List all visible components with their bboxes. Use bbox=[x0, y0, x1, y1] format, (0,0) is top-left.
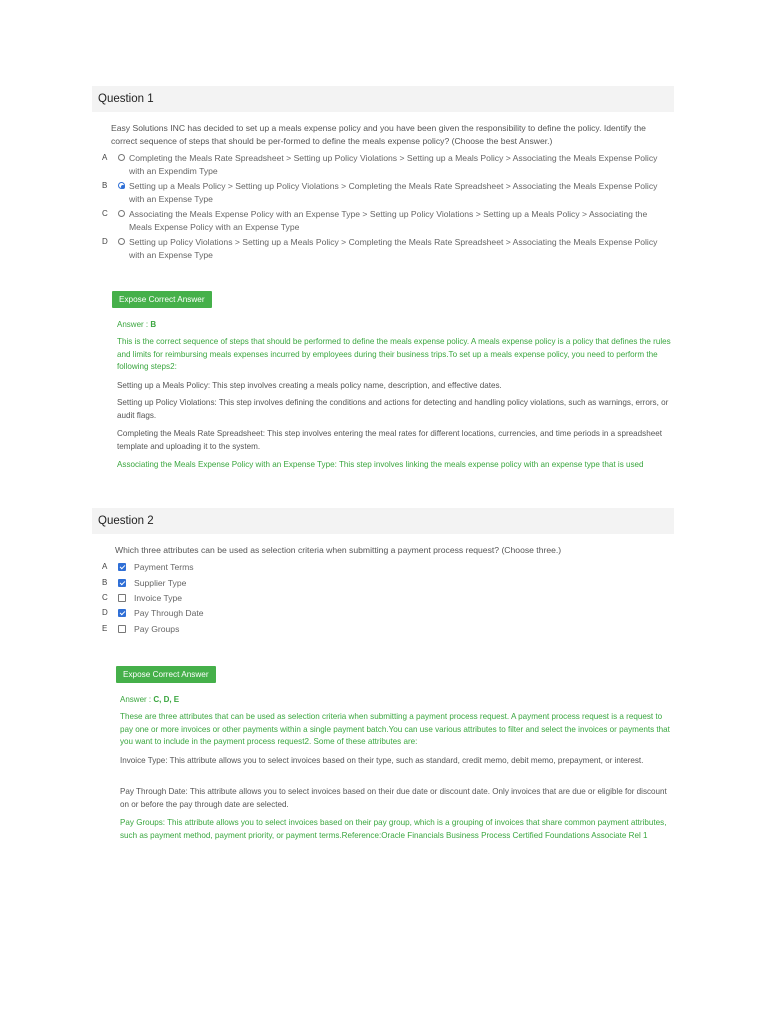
q1-option-a[interactable] bbox=[102, 152, 672, 177]
option-text: Supplier Type bbox=[134, 578, 187, 588]
option-text: Pay Through Date bbox=[134, 608, 204, 618]
option-text: Setting up a Meals Policy > Setting up Policy Violations > Completing the Meals Rate Spreadsheet > Associating the Meals Expense Policy with an Expense Type bbox=[129, 181, 658, 204]
checkbox[interactable] bbox=[118, 625, 126, 633]
expose-answer-button-q1[interactable]: Expose Correct Answer bbox=[112, 291, 212, 308]
q1-explanation-step-3: Completing the Meals Rate Spreadsheet: This step involves entering the meal rates for different locations, currencies, and time periods in a spreadsheet template and uploading it to the system. bbox=[117, 429, 662, 451]
question-1-text: Easy Solutions INC has decided to set up a meals expense policy and you have been given the responsibility to define the policy. Identify the correct sequence of steps that should be per-formed to define the meals expense policy? (Choose the best Answer.) bbox=[111, 123, 646, 146]
answer-label: Answer : bbox=[120, 695, 154, 704]
option-letter: B bbox=[102, 181, 108, 190]
q1-option-c[interactable] bbox=[102, 208, 672, 233]
checkbox-checked[interactable] bbox=[118, 609, 126, 617]
question-1-header bbox=[92, 86, 674, 112]
checkbox-checked[interactable] bbox=[118, 563, 126, 571]
option-letter: A bbox=[102, 153, 108, 162]
q2-option-a[interactable] bbox=[102, 561, 672, 574]
q1-explanation-step-2: Setting up Policy Violations: This step involves defining the conditions and actions for detecting and handling policy violations, such as warnings, errors, or audit flags. bbox=[117, 398, 669, 420]
q2-option-c[interactable] bbox=[102, 592, 672, 605]
option-letter: C bbox=[102, 209, 108, 218]
q1-explanation-step-4: Associating the Meals Expense Policy with an Expense Type: This step involves linking the meals expense policy with an expense type that is used bbox=[117, 460, 644, 469]
q2-explanation-intro: These are three attributes that can be used as selection criteria when submitting a payment process request. A payment process request is a request to pay one or more invoices or other payments within a single payment batch.You can use various attributes to filter and select the invoices or payments that you want to include in the payment process request2. Some of these attributes are: bbox=[120, 712, 670, 747]
expose-answer-button-q2[interactable]: Expose Correct Answer bbox=[116, 666, 216, 683]
option-letter: A bbox=[102, 562, 108, 571]
q1-explanation-intro: This is the correct sequence of steps that should be performed to define the meals expense policy. A meals expense policy is a policy that defines the rules and limits for reimbursing meals expenses incurred by employees during their business trips.To set up a meals expense policy, you need to perform the following steps2: bbox=[117, 337, 671, 372]
answer-value: C, D, E bbox=[153, 695, 180, 704]
q2-option-e[interactable] bbox=[102, 623, 672, 636]
radio-button[interactable] bbox=[118, 210, 125, 217]
answer-value: B bbox=[150, 320, 157, 329]
option-letter: D bbox=[102, 608, 108, 617]
q2-option-b[interactable] bbox=[102, 577, 672, 590]
answer-label: Answer : bbox=[117, 320, 151, 329]
option-text: Associating the Meals Expense Policy with an Expense Type > Setting up Policy Violations > Setting up a Meals Policy > Associating the Meals Expense Policy with an Expense Type bbox=[129, 209, 648, 232]
q2-explanation-pay-groups: Pay Groups: This attribute allows you to select invoices based on their pay group, which is a grouping of invoices that share common payment attributes, such as payment method, payment priority, or payment terms.Reference:Oracle Financials Business Process Certified Foundations Associate Rel 1 bbox=[120, 818, 667, 840]
q1-answer bbox=[117, 320, 156, 329]
q2-option-d[interactable] bbox=[102, 607, 672, 620]
question-1-title: Question 1 bbox=[98, 93, 154, 105]
option-text: Invoice Type bbox=[134, 593, 183, 603]
q1-option-b[interactable] bbox=[102, 180, 672, 205]
radio-button[interactable] bbox=[118, 154, 125, 161]
q2-explanation-invoice-type: Invoice Type: This attribute allows you to select invoices based on their type, such as standard, credit memo, debit memo, prepayment, or interest. bbox=[120, 756, 644, 765]
question-2-text: Which three attributes can be used as selection criteria when submitting a payment process request? (Choose three.) bbox=[115, 545, 562, 555]
option-text: Pay Groups bbox=[134, 624, 180, 634]
option-text: Setting up Policy Violations > Setting up a Meals Policy > Completing the Meals Rate Spreadsheet > Associating the Meals Expense Policy with an Expense Type bbox=[129, 237, 658, 260]
option-text: Completing the Meals Rate Spreadsheet > Setting up Policy Violations > Setting up a Meals Policy > Associating the Meals Expense Policy with an Expendim Type bbox=[129, 153, 658, 176]
checkbox-checked[interactable] bbox=[118, 579, 126, 587]
q2-answer bbox=[120, 695, 179, 704]
radio-button[interactable] bbox=[118, 238, 125, 245]
checkbox[interactable] bbox=[118, 594, 126, 602]
option-letter: E bbox=[102, 624, 108, 633]
option-letter: D bbox=[102, 237, 108, 246]
option-text: Payment Terms bbox=[134, 562, 194, 572]
question-2-header bbox=[92, 508, 674, 534]
option-letter: B bbox=[102, 578, 108, 587]
q1-option-d[interactable] bbox=[102, 236, 672, 261]
q2-explanation-pay-through-date: Pay Through Date: This attribute allows you to select invoices based on their due date or discount date. Only invoices that are due or eligible for discount on or before the pay through date are selected. bbox=[120, 787, 667, 809]
radio-button-selected[interactable] bbox=[118, 182, 125, 189]
question-2-title: Question 2 bbox=[98, 515, 154, 527]
option-letter: C bbox=[102, 593, 108, 602]
q1-explanation-step-1: Setting up a Meals Policy: This step involves creating a meals policy name, description, and effective dates. bbox=[117, 381, 502, 390]
